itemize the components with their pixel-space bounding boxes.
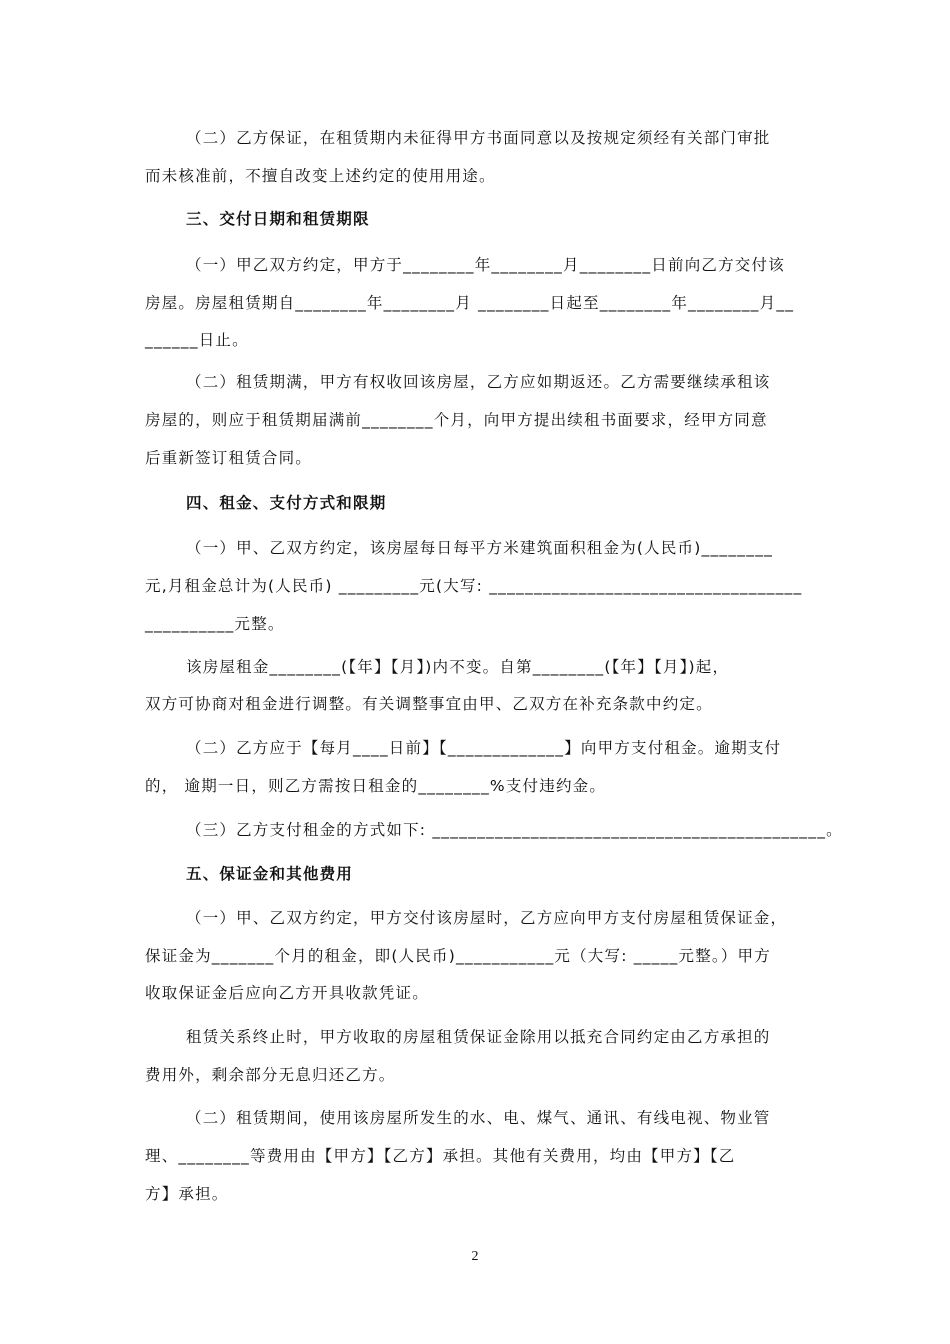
paragraph-line: 理、________等费用由【甲方】【乙方】承担。其他有关费用，均由【甲方】【乙: [145, 1147, 736, 1165]
paragraph-line: （二）乙方保证，在租赁期内未征得甲方书面同意以及按规定须经有关部门审批: [186, 129, 771, 147]
paragraph-line: 保证金为_______个月的租金，即(人民币)___________元（大写: _____元整。）甲方: [145, 947, 771, 965]
paragraph-line: 方】承担。: [145, 1185, 229, 1203]
paragraph-line: 收取保证金后应向乙方开具收款凭证。: [145, 984, 429, 1002]
section-heading-delivery-term: 三、交付日期和租赁期限: [186, 210, 370, 228]
paragraph-line: 的， 逾期一日，则乙方需按日租金的________%支付违约金。: [145, 777, 607, 795]
paragraph-line: （三）乙方支付租金的方式如下: ____________________________________________。: [186, 821, 843, 839]
paragraph-line: 租赁关系终止时，甲方收取的房屋租赁保证金除用以抵充合同约定由乙方承担的: [186, 1028, 771, 1046]
section-heading-deposit-fees: 五、保证金和其他费用: [186, 865, 354, 883]
page-number: 2: [471, 1249, 479, 1264]
paragraph-line: 双方可协商对租金进行调整。有关调整事宜由甲、乙双方在补充条款中约定。: [145, 695, 713, 713]
paragraph-line: （一）甲、乙双方约定，该房屋每日每平方米建筑面积租金为(人民币)________: [186, 539, 774, 557]
paragraph-line: （一）甲乙双方约定，甲方于________年________月________日前向乙方交付该: [186, 256, 785, 274]
section-heading-rent-payment: 四、租金、支付方式和限期: [186, 494, 387, 512]
paragraph-line: 房屋。房屋租赁期自________年________月 ________日起至________年________月__: [145, 294, 795, 312]
paragraph-line: __________元整。: [145, 615, 285, 633]
paragraph-line: 后重新签订租赁合同。: [145, 449, 313, 467]
paragraph-line: （二）租赁期满，甲方有权收回该房屋，乙方应如期返还。乙方需要继续承租该: [186, 373, 771, 391]
paragraph-line: 该房屋租金________(【年】【月】)内不变。自第________(【年】【月】)起，: [186, 658, 730, 676]
paragraph-line: 费用外，剩余部分无息归还乙方。: [145, 1066, 396, 1084]
paragraph-line: 而未核准前，不擅自改变上述约定的使用用途。: [145, 167, 496, 185]
paragraph-line: 房屋的，则应于租赁期届满前________个月，向甲方提出续租书面要求，经甲方同意: [145, 411, 768, 429]
paragraph-line: ______日止。: [145, 331, 249, 349]
paragraph-line: 元,月租金总计为(人民币) _________元(大写: ___________________________________: [145, 577, 803, 595]
paragraph-line: （二）乙方应于【每月____日前】【_____________】向甲方支付租金。逾期支付: [186, 739, 782, 757]
paragraph-line: （二）租赁期间，使用该房屋所发生的水、电、煤气、通讯、有线电视、物业管: [186, 1109, 771, 1127]
paragraph-line: （一）甲、乙双方约定，甲方交付该房屋时，乙方应向甲方支付房屋租赁保证金，: [186, 909, 788, 927]
